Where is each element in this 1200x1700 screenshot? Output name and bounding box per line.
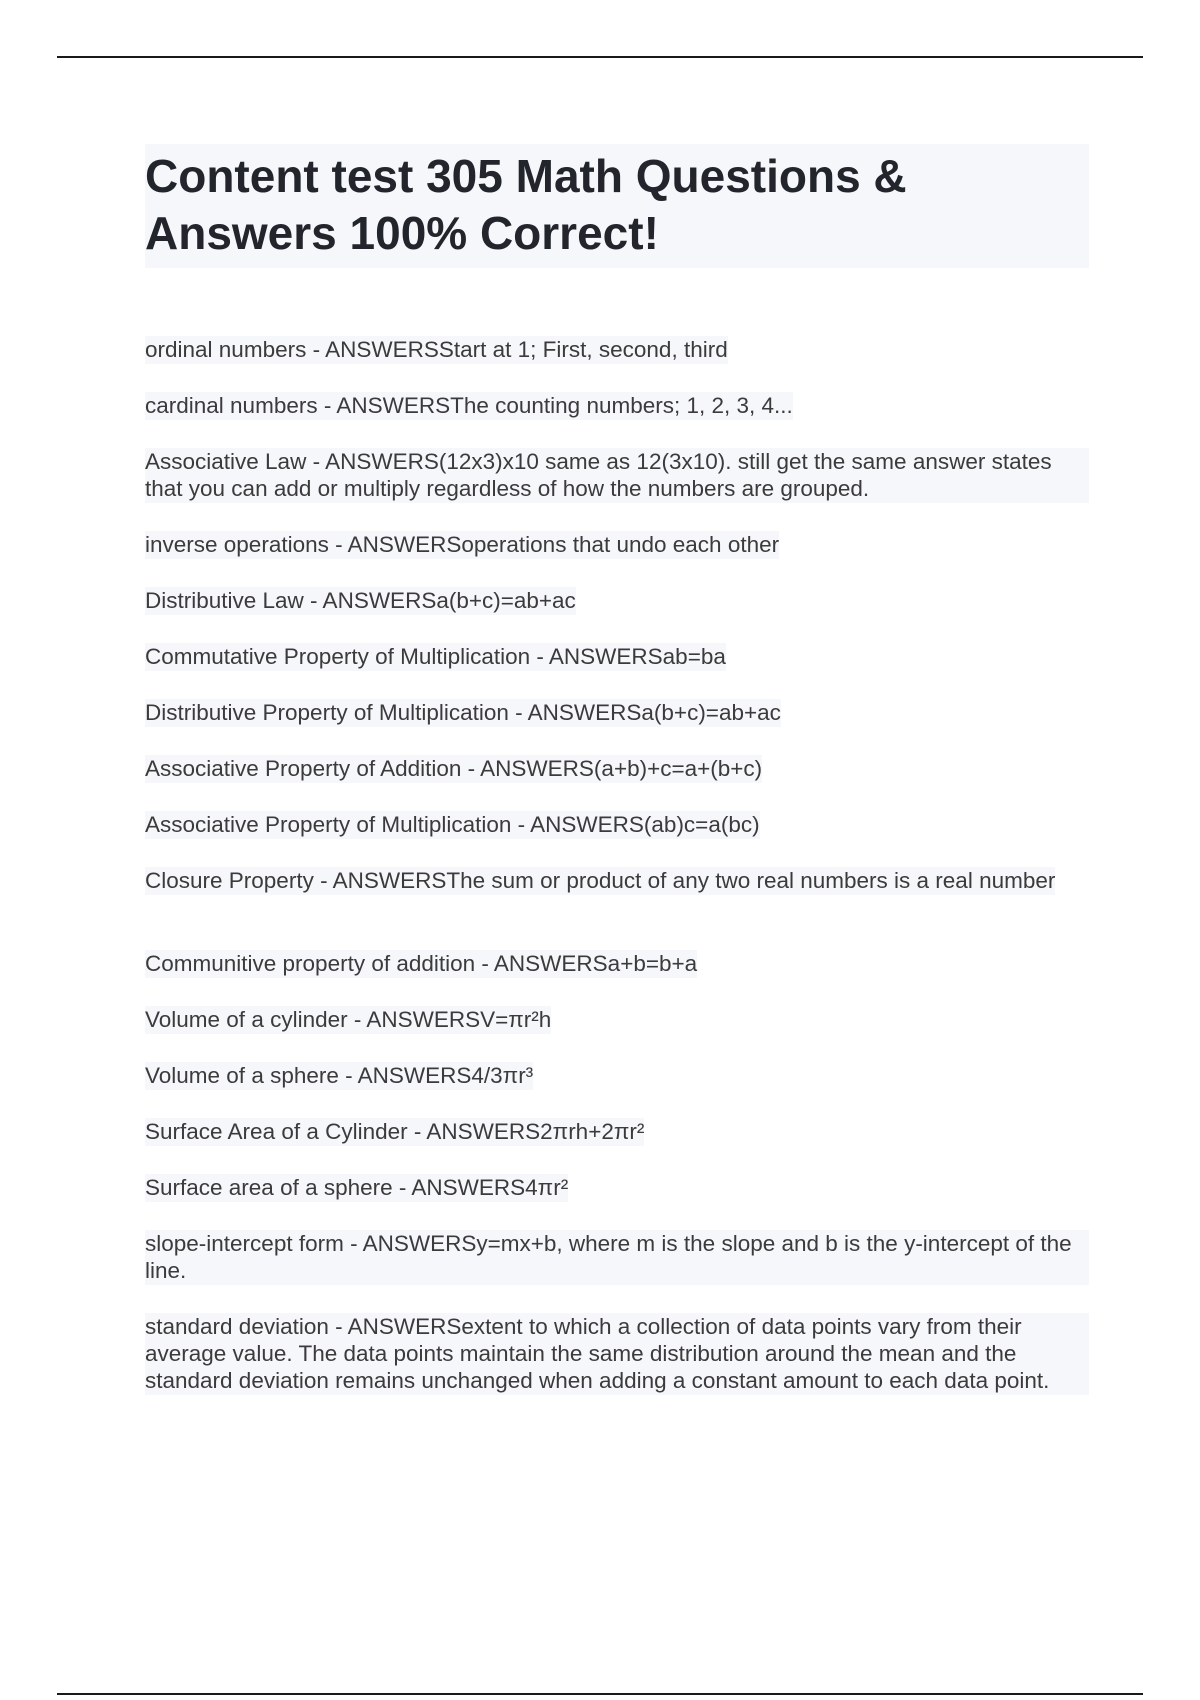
list-item [145,950,1105,978]
qa-list [145,336,1105,1449]
list-item [145,643,1105,671]
qa-text: Associative Property of Multiplication - ANSWERS(ab)c=a(bc) [145,812,760,837]
list-item [145,448,1105,503]
qa-text: Distributive Law - ANSWERSa(b+c)=ab+ac [145,588,576,613]
qa-text: standard deviation - ANSWERSextent to which a collection of data points vary from their average value. The data points maintain the same distribution around the mean and the standard deviation remains unchanged when adding a constant amount to each data point. [145,1313,1089,1395]
top-rule [57,56,1143,58]
list-item [145,392,1105,420]
qa-text: Commutative Property of Multiplication - ANSWERSab=ba [145,644,726,669]
list-item [145,811,1105,839]
list-item [145,755,1105,783]
list-item [145,1313,1105,1421]
qa-text: slope-intercept form - ANSWERSy=mx+b, where m is the slope and b is the y-intercept of the line. [145,1230,1089,1285]
qa-text: Associative Property of Addition - ANSWERS(a+b)+c=a+(b+c) [145,756,763,781]
qa-text: Surface Area of a Cylinder - ANSWERS2πrh+2πr² [145,1119,645,1144]
qa-text: cardinal numbers - ANSWERSThe counting numbers; 1, 2, 3, 4... [145,393,793,418]
list-item [145,1118,1105,1146]
qa-text: Volume of a cylinder - ANSWERSV=πr²h [145,1007,552,1032]
list-item [145,867,1105,922]
document-title: Content test 305 Math Questions & Answers 100% Correct! [145,150,907,259]
list-item [145,1174,1105,1202]
qa-text: inverse operations - ANSWERSoperations that undo each other [145,532,780,557]
list-item [145,531,1105,559]
qa-text: Communitive property of addition - ANSWERSa+b=b+a [145,951,698,976]
qa-text: Closure Property - ANSWERSThe sum or product of any two real numbers is a real number [145,868,1056,893]
qa-text: Volume of a sphere - ANSWERS4/3πr³ [145,1063,534,1088]
list-item [145,1062,1105,1090]
qa-text: Distributive Property of Multiplication - ANSWERSa(b+c)=ab+ac [145,700,781,725]
list-item [145,1006,1105,1034]
title-block [145,144,1089,268]
list-item [145,587,1105,615]
qa-text: Surface area of a sphere - ANSWERS4πr² [145,1175,569,1200]
bottom-rule [57,1693,1143,1695]
list-item [145,336,1105,364]
list-item [145,1230,1105,1285]
qa-text: ordinal numbers - ANSWERSStart at 1; First, second, third [145,337,728,362]
list-item [145,699,1105,727]
qa-text: Associative Law - ANSWERS(12x3)x10 same as 12(3x10). still get the same answer states that you can add or multiply regardless of how the numbers are grouped. [145,448,1089,503]
